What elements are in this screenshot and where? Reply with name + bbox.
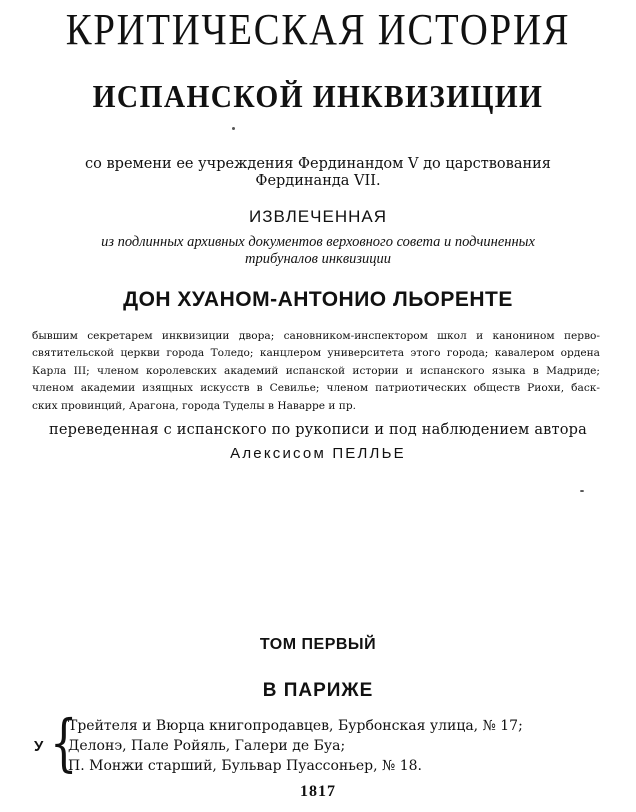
author-description-line: Карла III; членом королевских академий испанской истории и испанского языка в Мадриде; xyxy=(32,364,600,377)
publisher-line: Трейтеля и Вюрца книгопродавцев, Бурбонская улица, № 17; xyxy=(68,718,523,734)
curly-brace-icon: { xyxy=(49,706,78,779)
subtitle xyxy=(0,156,636,190)
title-line-2: ИСПАНСКОЙ ИНКВИЗИЦИИ xyxy=(92,78,544,114)
publisher-list xyxy=(68,716,523,776)
translator-name: Алексисом ПЕЛЛЬЕ xyxy=(230,445,406,462)
author-description-line: бывшим секретарем инквизиции двора; сановником-инспектором школ и канонином перво- xyxy=(32,330,600,342)
publisher-line: П. Монжи старший, Бульвар Пуассоньер, № 18. xyxy=(68,758,422,774)
publication-city: В ПАРИЖЕ xyxy=(262,680,374,701)
source-line-2: трибуналов инквизиции xyxy=(244,251,392,267)
author-description-line: членом академии изящных искусств в Севилье; членом патриотических обществ Риохи, баск- xyxy=(32,382,600,395)
translation-note: переведенная с испанского по рукописи и под наблюдением автора xyxy=(48,422,588,438)
author-description xyxy=(32,328,600,415)
paper-speck xyxy=(580,490,584,492)
source-line-1: из подлинных архивных документов верховного совета и подчиненных xyxy=(101,234,535,250)
extracted-label: ИЗВЛЕЧЕННАЯ xyxy=(249,207,387,226)
subtitle-line-1: со времени ее учреждения Фердинандом V до царствования xyxy=(85,156,551,172)
source-note xyxy=(0,234,636,268)
title-line-1: КРИТИЧЕСКАЯ ИСТОРИЯ xyxy=(65,5,571,54)
author-name: ДОН ХУАНОМ-АНТОНИО ЛЬОРЕНТЕ xyxy=(123,288,513,311)
author-description-line: ских провинций, Арагона, города Туделы в Наварре и пр. xyxy=(32,399,357,412)
publisher-line: Делонэ, Пале Ройяль, Галери де Буа; xyxy=(68,738,346,754)
publisher-prefix: У xyxy=(34,738,44,755)
subtitle-line-2: Фердинанда VII. xyxy=(255,173,381,189)
volume-label: ТОМ ПЕРВЫЙ xyxy=(259,636,377,653)
publication-year: 1817 xyxy=(300,783,336,800)
author-description-line: святительской церкви города Толедо; канцлером университета этого города; кавалером ордена xyxy=(32,347,600,360)
paper-speck xyxy=(232,127,235,130)
